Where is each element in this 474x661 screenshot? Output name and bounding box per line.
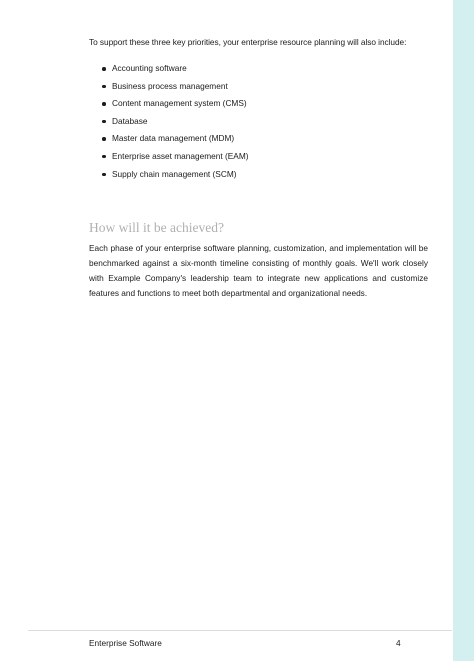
list-item-label: Enterprise asset management (EAM) bbox=[112, 150, 249, 161]
section-heading: How will it be achieved? bbox=[89, 220, 224, 236]
page-content bbox=[89, 36, 428, 301]
footer-title: Enterprise Software bbox=[89, 638, 162, 648]
list-item bbox=[89, 130, 428, 148]
list-item-label: Supply chain management (SCM) bbox=[112, 168, 237, 179]
intro-text: To support these three key priorities, your enterprise resource planning will also include: bbox=[89, 37, 407, 47]
bullet-icon bbox=[102, 67, 106, 71]
footer-divider bbox=[28, 630, 452, 631]
list-item-label: Master data management (MDM) bbox=[112, 133, 235, 144]
list-item-label: Database bbox=[112, 115, 148, 126]
list-item bbox=[89, 166, 428, 184]
bullet-icon bbox=[102, 120, 106, 124]
bullet-icon bbox=[102, 155, 106, 159]
section-paragraph: Each phase of your enterprise software planning, customization, and implementation will be benchmarked against a six-month timeline consisting of monthly goals. We'll work closely with Example Company's leadership team to integrate new applications and customize features and functions to meet both departmental and organizational needs. bbox=[89, 243, 428, 299]
bullet-icon bbox=[102, 173, 106, 177]
bullet-icon bbox=[102, 137, 106, 141]
list-item bbox=[89, 113, 428, 131]
feature-list bbox=[89, 60, 428, 183]
bullet-icon bbox=[102, 85, 106, 89]
list-item bbox=[89, 95, 428, 113]
list-item bbox=[89, 148, 428, 166]
list-item-label: Accounting software bbox=[112, 63, 187, 73]
decorative-side-band bbox=[453, 0, 474, 661]
page-number: 4 bbox=[396, 638, 401, 648]
list-item-label: Business process management bbox=[112, 80, 228, 91]
list-item bbox=[89, 78, 428, 96]
list-item-label: Content management system (CMS) bbox=[112, 98, 247, 109]
bullet-icon bbox=[102, 102, 106, 106]
list-item bbox=[89, 60, 428, 78]
